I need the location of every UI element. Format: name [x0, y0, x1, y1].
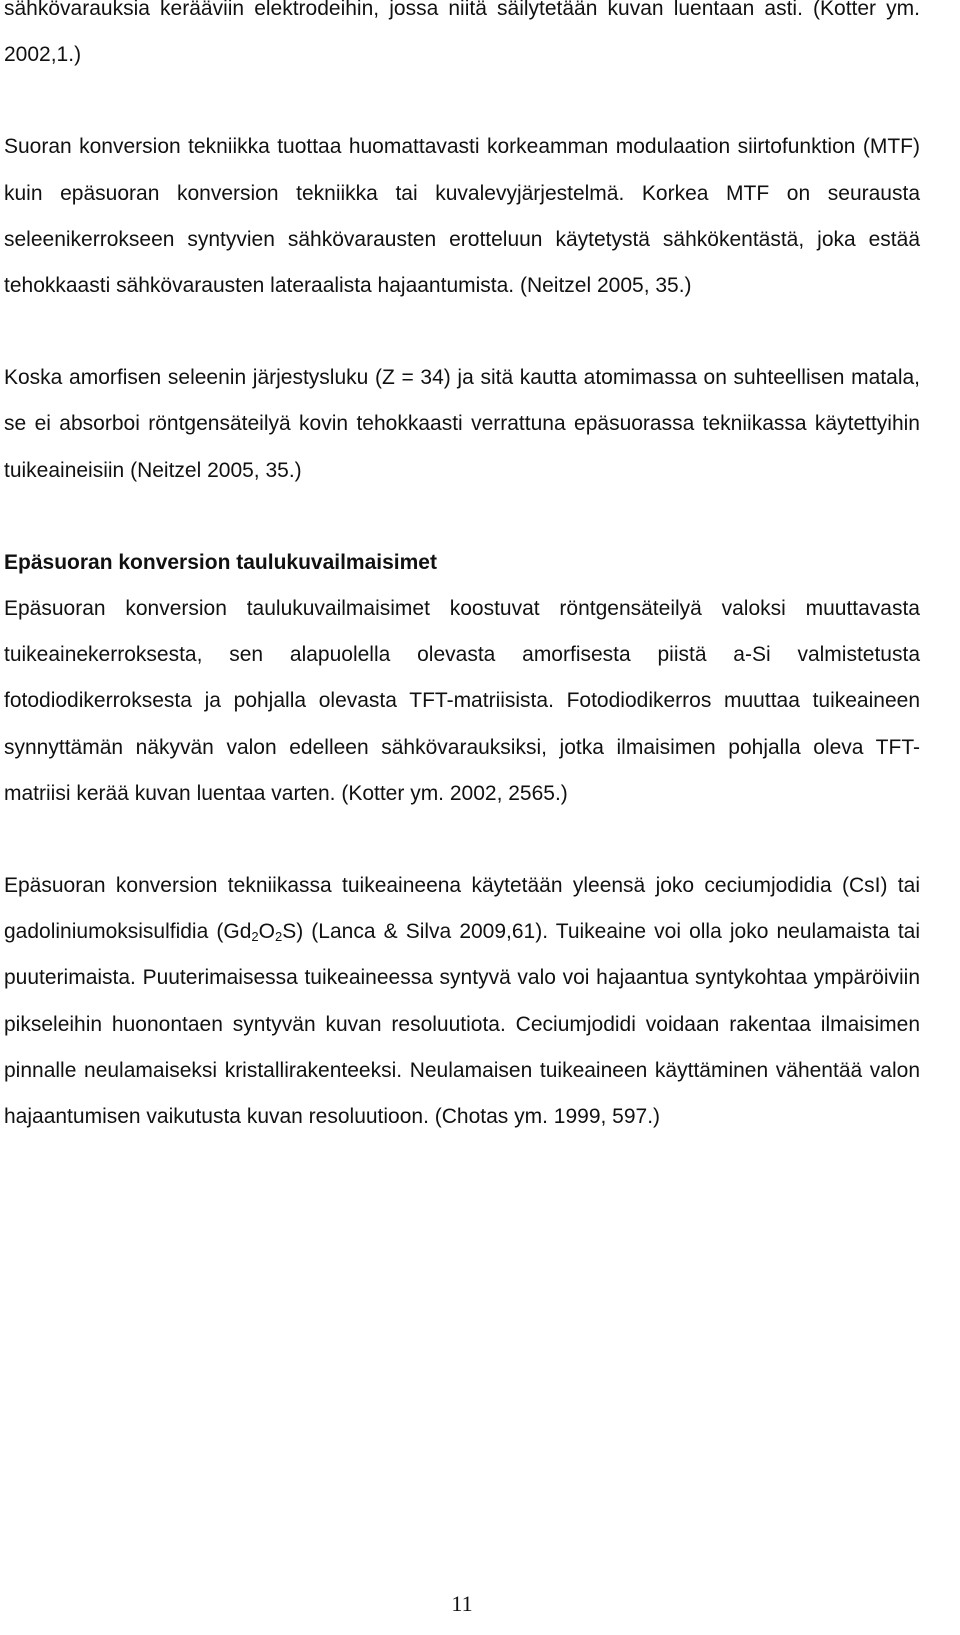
page-number: 11: [451, 1591, 473, 1616]
paragraph-gap: [4, 78, 920, 124]
paragraph-1: sähkövarauksia kerääviin elektrodeihin, jossa niitä säilytetään kuvan luentaan asti. (Kotter ym. 2002,1.): [4, 0, 920, 67]
paragraph-gap: [4, 309, 920, 355]
paragraph-5: [4, 863, 920, 1140]
paragraph-5-text-b: O: [258, 920, 275, 944]
paragraph-4: Epäsuoran konversion taulukuvailmaisimet koostuvat röntgensäteilyä valoksi muuttavasta tuikeainekerroksesta, sen alapuolella olevasta amorfisesta piistä a-Si valmistetusta fotodiodikerroksesta ja pohjalla olevasta TFT-matriisista. Fotodiodikerros muuttaa tuikeaineen synnyttämän näkyvän valon edelleen sähkövarauksiksi, jotka ilmaisimen pohjalla oleva TFT-matriisi kerää kuvan luentaa varten. (Kotter ym. 2002, 2565.): [4, 597, 920, 805]
subscript-2: 2: [274, 929, 283, 945]
subscript-2: 2: [251, 929, 259, 945]
section-heading: Epäsuoran konversion taulukuvailmaisimet: [4, 550, 437, 574]
paragraph-3: Koska amorfisen seleenin järjestysluku (Z = 34) ja sitä kautta atomimassa on suhteellisen matala, se ei absorboi röntgensäteilyä kovin tehokkaasti verrattuna epäsuorassa tekniikassa käytettyihin tuikeaineisiin (Neitzel 2005, 35.): [4, 366, 920, 482]
paragraph-5-text-a: Epäsuoran konversion tekniikassa tuikeaineena käytetään yleensä joko ceciumjodidia (CsI) tai gadoliniumoksisulfidia (Gd: [4, 874, 920, 944]
paragraph-gap: [4, 817, 920, 863]
paragraph-gap: [4, 494, 920, 540]
paragraph-5-text-c: S) (Lanca & Silva 2009,61). Tuikeaine voi olla joko neulamaista tai puuterimaista. Puuterimaisessa tuikeaineessa syntyvä valo voi hajaantua syntykohtaa ympäröiviin pikseleihin huonontaen syntyvän kuvan resoluutiota. Ceciumjodidi voidaan rakentaa ilmaisimen pinnalle neulamaiseksi kristallirakenteeksi. Neulamaisen tuikeaineen käyttäminen vähentää valon hajaantumisen vaikutusta kuvan resoluutioon. (Chotas ym. 1999, 597.): [4, 920, 920, 1129]
paragraph-2: Suoran konversion tekniikka tuottaa huomattavasti korkeamman modulaation siirtofunktion (MTF) kuin epäsuoran konversion tekniikka tai kuvalevyjärjestelmä. Korkea MTF on seurausta seleenikerrokseen syntyvien sähkövarausten erotteluun käytetystä sähkökentästä, joka estää tehokkaasti sähkövarausten lateraalista hajaantumista. (Neitzel 2005, 35.): [4, 135, 920, 298]
